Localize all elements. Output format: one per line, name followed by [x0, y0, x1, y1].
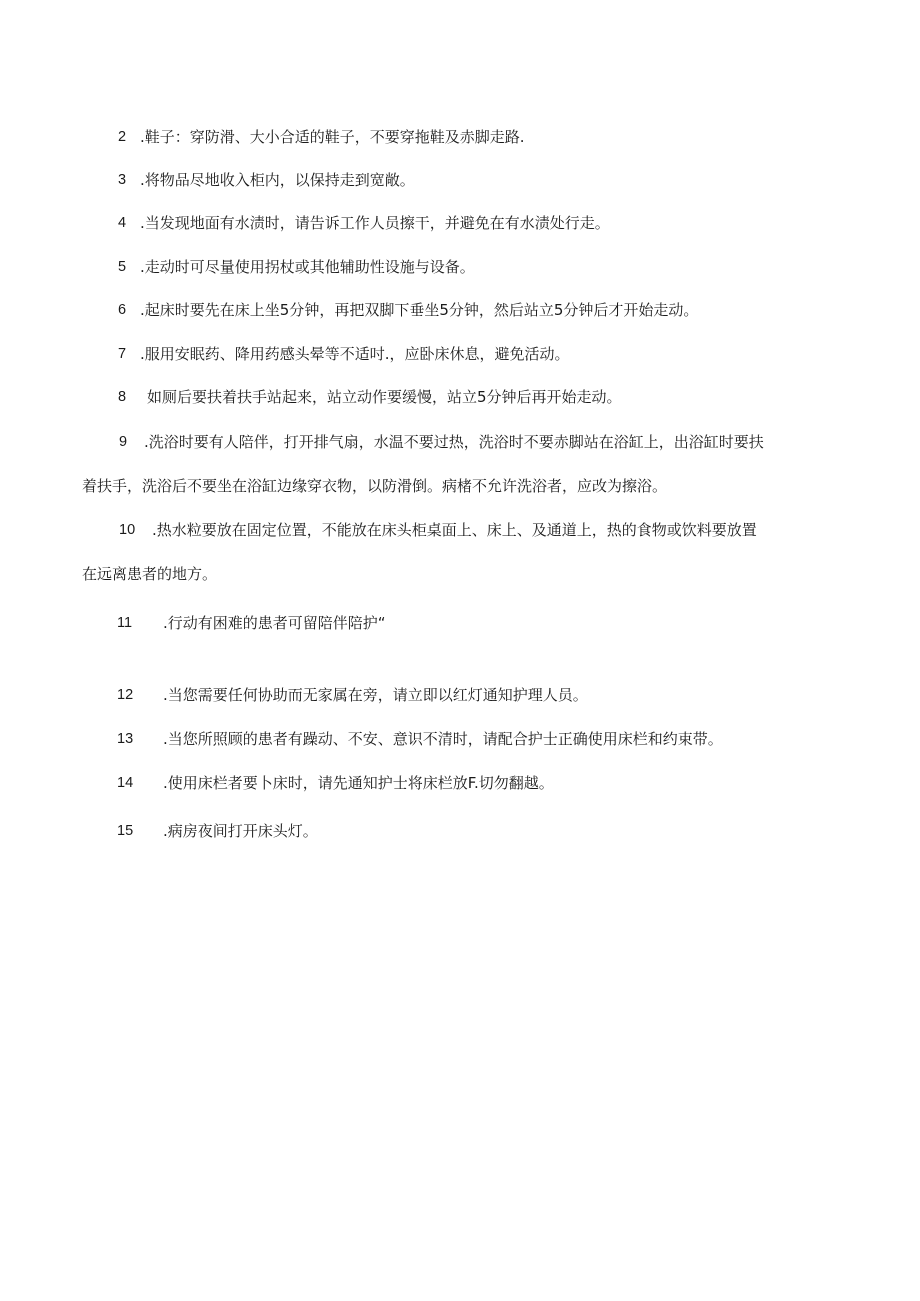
item-text: .鞋子：穿防滑、大小合适的鞋子，不要穿拖鞋及赤脚走路. [140, 128, 525, 146]
item-number: 3 [118, 172, 127, 188]
item-number: 11 [117, 615, 133, 631]
item-number: 15 [117, 823, 134, 839]
item-number: 9 [119, 434, 128, 450]
item-number: 4 [118, 215, 127, 231]
item-text: .病房夜间打开床头灯。 [163, 822, 318, 840]
item-text: .当您需要任何协助而无家属在旁，请立即以红灯通知护理人员。 [163, 686, 588, 704]
item-text: .当发现地面有水渍时，请告诉工作人员擦干，并避免在有水渍处行走。 [140, 214, 610, 232]
item-continuation-text: 在远离患者的地方。 [82, 565, 218, 583]
item-text: .走动时可尽量使用拐杖或其他辅助性设施与设备。 [140, 258, 475, 276]
item-number: 6 [118, 302, 127, 318]
item-continuation-text: 着扶手，洗浴后不要坐在浴缸边缘穿衣物，以防滑倒。病楮不允许洗浴者，应改为擦浴。 [82, 477, 668, 495]
item-text: .服用安眠药、降用药感头晕等不适吋.，应卧床休息，避免活动。 [140, 345, 570, 363]
item-number: 2 [118, 129, 127, 145]
item-number: 10 [119, 522, 136, 538]
item-text: .将物品尽地收入柜内，以保持走到宽敞。 [140, 171, 415, 189]
item-text: 如厕后要扶着扶手站起来，站立动作要缓慢，站立5分钟后再开始走动。 [147, 388, 622, 406]
item-number: 8 [118, 389, 127, 405]
item-text: .起床时要先在床上坐5分钟，再把双脚下垂坐5分钟，然后站立5分钟后才开始走动。 [140, 301, 699, 319]
item-number: 7 [118, 346, 127, 362]
item-number: 14 [117, 775, 134, 791]
item-text: .当您所照顾的患者有躁动、不安、意识不清时，请配合护士正确使用床栏和约束带。 [163, 730, 723, 748]
item-text: .使用床栏者要卜床时，请先通知护士将床栏放F.切勿翻越。 [163, 774, 554, 792]
item-number: 5 [118, 259, 127, 275]
item-text: .行动有困难的患者可留陪伴陪护“ [163, 614, 386, 632]
item-text: .洗浴时要有人陪伴，打开排气扇，水温不要过热，洗浴时不要赤脚站在浴缸上，出浴缸时要扶 [144, 433, 764, 451]
item-number: 12 [117, 687, 134, 703]
item-number: 13 [117, 731, 134, 747]
item-text: .热水粒要放在固定位置，不能放在床头柜桌面上、床上、及通道上，热的食物或饮料要放置 [152, 521, 757, 539]
